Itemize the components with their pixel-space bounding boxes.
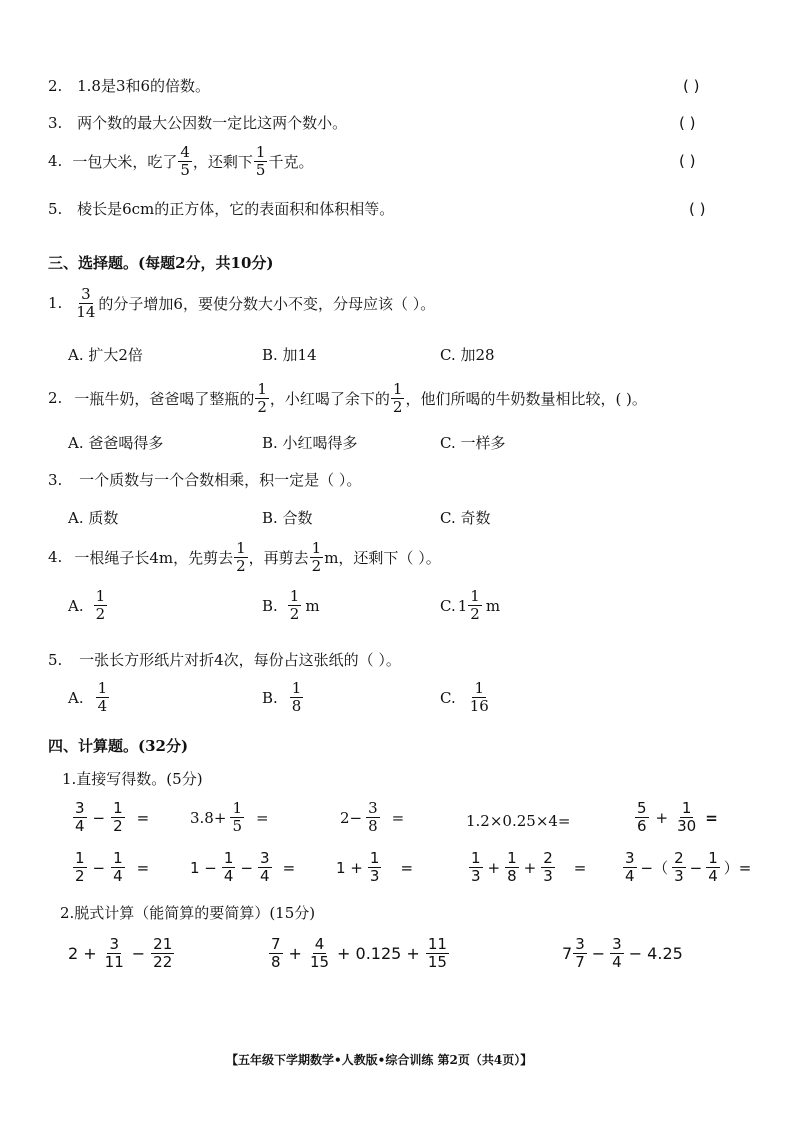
step-calc-2: $\frac{7}{8}$ + $\frac{4}{15}$ + 0.125 + $\frac{11}{15}$ [271, 935, 447, 971]
answer-paren[interactable]: ( ) [689, 200, 706, 218]
calc-sub1-title: 1.直接写得数。(5分) [62, 770, 203, 788]
answer-paren[interactable]: ( ) [679, 114, 696, 132]
option-a[interactable]: A. 质数 [68, 509, 119, 527]
oral-calc: 2− $\frac{3}{8}$ = [340, 799, 405, 835]
oral-calc: 1.2×0.25×4= [466, 812, 571, 830]
answer-paren[interactable]: ( ) [679, 152, 696, 170]
step-calc-1: 2 + $\frac{3}{11}$ − $\frac{21}{22}$ [68, 935, 173, 971]
fraction: $\frac{1}{2}$ [470, 587, 480, 623]
option-a[interactable]: A. 扩大2倍 [68, 346, 143, 364]
option-c[interactable]: C. 1 $\frac{1}{2}$ m [440, 587, 501, 623]
oral-calc: 1 − $\frac{1}{4}$ − $\frac{3}{4}$ = [190, 849, 296, 885]
section-heading-calc: 四、计算题。(32分) [48, 737, 189, 755]
oral-calc: $\frac{3}{4}$ −（ $\frac{2}{3}$ − $\frac{1}{4}$ ）= [625, 849, 752, 885]
fraction: $\frac{1}{2}$ [311, 538, 322, 575]
option-c[interactable]: C. 加28 [440, 346, 495, 364]
fraction: $\frac{1}{2}$ [392, 379, 403, 416]
oral-calc: 1 + $\frac{1}{3}$ = [336, 849, 414, 885]
fraction: $\frac{1}{8}$ [291, 679, 302, 715]
option-c[interactable]: C. 一样多 [440, 434, 506, 452]
fraction: $\frac{1}{2}$ [236, 538, 246, 575]
option-b[interactable]: B. $\frac{1}{2}$ m [262, 587, 320, 623]
option-b[interactable]: B. $\frac{1}{8}$ [262, 679, 302, 715]
choice-q4: 4. 一根绳子长4m，先剪去 $\frac{1}{2}$ ，再剪去 $\frac{1}{2}$ m，还剩下（ ）。 [48, 538, 441, 575]
fraction: $\frac{1}{2}$ [257, 379, 267, 416]
option-b[interactable]: B. 合数 [262, 509, 313, 527]
judge-item-2: 2. 1.8是3和6的倍数。 [48, 77, 211, 95]
oral-calc: 3.8+ $\frac{1}{5}$ = [190, 799, 269, 835]
fraction: $\frac{1}{16}$ [469, 679, 489, 715]
step-calc-3: 7 $\frac{3}{7}$ − $\frac{3}{4}$ − 4.25 [562, 935, 683, 971]
judge-item-3: 3. 两个数的最大公因数一定比这两个数小。 [48, 114, 348, 132]
section-heading-choice: 三、选择题。(每题2分，共10分) [48, 254, 274, 272]
fraction: $\frac{1}{2}$ [95, 587, 106, 623]
option-c[interactable]: C. $\frac{1}{16}$ [440, 679, 489, 715]
judge-item-5: 5. 棱长是6cm的正方体，它的表面积和体积相等。 [48, 200, 395, 218]
fraction: $\frac{1}{4}$ [97, 679, 108, 715]
oral-calc: $\frac{5}{6}$ + $\frac{1}{30}$ = [637, 799, 718, 835]
choice-q1: 1. $\frac{3}{14}$ 的分子增加6，要使分数大小不变，分母应该（ ）。 [48, 284, 436, 321]
option-a[interactable]: A. $\frac{1}{2}$ [68, 587, 106, 623]
choice-q5: 5. 一张长方形纸片对折4次，每份占这张纸的（ ）。 [48, 651, 401, 669]
oral-calc: $\frac{3}{4}$ − $\frac{1}{2}$ = [75, 799, 150, 835]
fraction: $\frac{1}{2}$ [289, 587, 300, 623]
page-footer: 【五年级下学期数学•人教版•综合训练 第2页（共4页）】 [226, 1053, 533, 1067]
fraction: $\frac{4}{5}$ [180, 142, 190, 179]
oral-calc: $\frac{1}{3}$ + $\frac{1}{8}$ + $\frac{2}{3}$ = [471, 849, 587, 885]
judge-item-4: 4. 一包大米，吃了 $\frac{4}{5}$ ，还剩下 $\frac{1}{5}$ 千克。 [48, 142, 314, 179]
oral-calc: $\frac{1}{2}$ − $\frac{1}{4}$ = [75, 849, 150, 885]
fraction: $\frac{3}{14}$ [76, 284, 96, 321]
option-b[interactable]: B. 小红喝得多 [262, 434, 358, 452]
fraction: $\frac{1}{5}$ [255, 142, 266, 179]
calc-sub2-title: 2.脱式计算（能简算的要简算）(15分) [60, 904, 316, 922]
choice-q3: 3. 一个质数与一个合数相乘，积一定是（ ）。 [48, 471, 362, 489]
option-a[interactable]: A. 爸爸喝得多 [68, 434, 164, 452]
option-a[interactable]: A. $\frac{1}{4}$ [68, 679, 108, 715]
option-c[interactable]: C. 奇数 [440, 509, 491, 527]
choice-q2: 2. 一瓶牛奶，爸爸喝了整瓶的 $\frac{1}{2}$ ，小红喝了余下的 $\frac{1}{2}$ ，他们所喝的牛奶数量相比较，( )。 [48, 379, 647, 416]
option-b[interactable]: B. 加14 [262, 346, 317, 364]
answer-paren[interactable]: ( ) [683, 77, 700, 95]
